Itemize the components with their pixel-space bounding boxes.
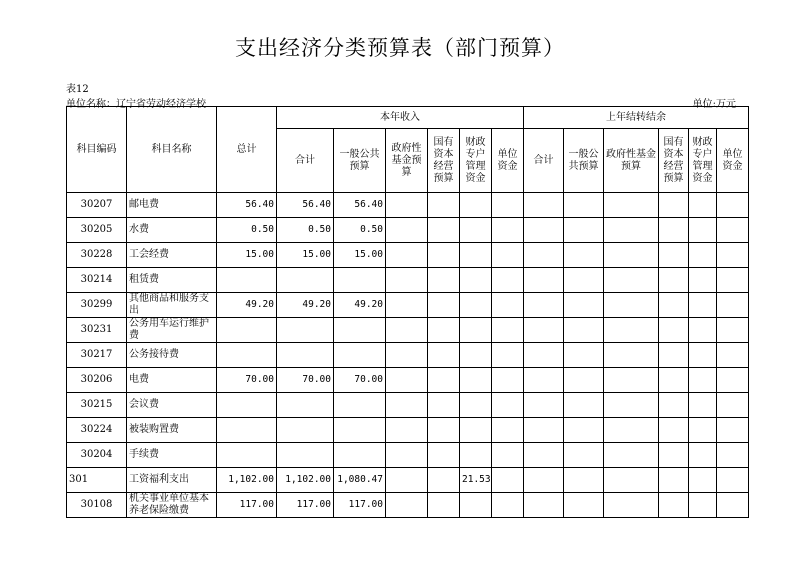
budget-table <box>66 106 749 518</box>
header-sub: 单位资金 <box>492 129 524 193</box>
cell-value <box>689 318 717 343</box>
cell-value <box>564 393 604 418</box>
cell-value <box>524 468 564 493</box>
cell-value <box>492 193 524 218</box>
cell-value: 56.40 <box>334 193 386 218</box>
cell-value <box>524 218 564 243</box>
cell-value <box>386 193 428 218</box>
cell-value <box>386 418 428 443</box>
header-sub: 政府性基金预算 <box>604 129 659 193</box>
cell-value <box>460 268 492 293</box>
cell-value <box>524 343 564 368</box>
cell-value: 49.20 <box>277 293 334 318</box>
cell-value <box>460 343 492 368</box>
cell-value <box>277 318 334 343</box>
cell-value <box>460 443 492 468</box>
cell-code: 301 <box>67 468 127 493</box>
header-sub: 合计 <box>524 129 564 193</box>
cell-value <box>334 443 386 468</box>
cell-value <box>604 468 659 493</box>
cell-value <box>460 493 492 518</box>
cell-value <box>717 293 749 318</box>
cell-name: 工资福利支出 <box>127 468 217 493</box>
table-row <box>67 193 749 218</box>
cell-value <box>717 318 749 343</box>
cell-value <box>604 218 659 243</box>
cell-value <box>334 418 386 443</box>
header-sub: 财政专户管理资金 <box>689 129 717 193</box>
cell-value <box>564 418 604 443</box>
table-row <box>67 443 749 468</box>
cell-name: 邮电费 <box>127 193 217 218</box>
cell-total: 0.50 <box>217 218 277 243</box>
cell-total: 56.40 <box>217 193 277 218</box>
cell-total: 15.00 <box>217 243 277 268</box>
cell-value: 49.20 <box>334 293 386 318</box>
cell-value <box>524 493 564 518</box>
unit-name: 单位名称：辽宁省劳动经济学校 <box>66 99 206 110</box>
cell-value <box>689 243 717 268</box>
cell-name: 工会经费 <box>127 243 217 268</box>
header-name: 科目名称 <box>127 107 217 193</box>
table-row <box>67 368 749 393</box>
cell-value <box>604 418 659 443</box>
cell-value <box>689 493 717 518</box>
cell-value <box>564 193 604 218</box>
cell-name: 水费 <box>127 218 217 243</box>
cell-value <box>277 443 334 468</box>
cell-value <box>604 393 659 418</box>
cell-total <box>217 418 277 443</box>
cell-value <box>689 293 717 318</box>
cell-value: 117.00 <box>277 493 334 518</box>
cell-value <box>689 368 717 393</box>
table-row <box>67 393 749 418</box>
cell-name: 会议费 <box>127 393 217 418</box>
cell-value <box>717 193 749 218</box>
cell-value <box>492 293 524 318</box>
cell-value <box>604 243 659 268</box>
cell-value <box>460 368 492 393</box>
cell-value <box>277 418 334 443</box>
table-row <box>67 218 749 243</box>
cell-value: 56.40 <box>277 193 334 218</box>
cell-value <box>564 443 604 468</box>
cell-value <box>524 243 564 268</box>
cell-value <box>428 393 460 418</box>
cell-value <box>334 318 386 343</box>
cell-value <box>492 243 524 268</box>
cell-value <box>689 218 717 243</box>
cell-code: 30205 <box>67 218 127 243</box>
cell-code: 30299 <box>67 293 127 318</box>
cell-value <box>428 343 460 368</box>
cell-value <box>604 493 659 518</box>
cell-value <box>524 193 564 218</box>
cell-value: 70.00 <box>334 368 386 393</box>
cell-value <box>386 493 428 518</box>
cell-total: 1,102.00 <box>217 468 277 493</box>
header-sub: 单位资金 <box>717 129 749 193</box>
cell-value <box>386 468 428 493</box>
cell-value <box>386 293 428 318</box>
cell-value <box>524 443 564 468</box>
page-title: 支出经济分类预算表（部门预算） <box>235 36 565 60</box>
cell-value <box>428 468 460 493</box>
cell-code: 30224 <box>67 418 127 443</box>
table-row <box>67 268 749 293</box>
cell-value <box>659 218 689 243</box>
table-row <box>67 468 749 493</box>
cell-value <box>334 268 386 293</box>
unit-label: 单位:万元 <box>692 99 736 110</box>
cell-value <box>460 243 492 268</box>
cell-value <box>492 343 524 368</box>
cell-value <box>524 318 564 343</box>
header-sub: 国有资本经营预算 <box>659 129 689 193</box>
header-prev-year: 上年结转结余 <box>524 107 749 129</box>
cell-code: 30207 <box>67 193 127 218</box>
cell-value <box>604 268 659 293</box>
cell-code: 30214 <box>67 268 127 293</box>
cell-value: 1,080.47 <box>334 468 386 493</box>
header-sub: 财政专户管理资金 <box>460 129 492 193</box>
cell-value <box>604 443 659 468</box>
cell-total: 49.20 <box>217 293 277 318</box>
cell-value <box>492 268 524 293</box>
cell-value <box>460 193 492 218</box>
cell-value <box>717 218 749 243</box>
cell-value <box>492 418 524 443</box>
header-sub: 合计 <box>277 129 334 193</box>
cell-value: 0.50 <box>277 218 334 243</box>
table-row <box>67 343 749 368</box>
cell-value <box>717 418 749 443</box>
cell-total <box>217 318 277 343</box>
cell-value <box>564 243 604 268</box>
cell-value <box>717 343 749 368</box>
cell-value <box>428 493 460 518</box>
cell-value <box>689 443 717 468</box>
cell-value <box>428 243 460 268</box>
cell-code: 30204 <box>67 443 127 468</box>
cell-value <box>492 368 524 393</box>
cell-value <box>524 293 564 318</box>
cell-value <box>277 393 334 418</box>
cell-value <box>604 293 659 318</box>
cell-value <box>492 393 524 418</box>
cell-value <box>386 243 428 268</box>
header-sub: 一般公共预算 <box>564 129 604 193</box>
cell-value <box>428 418 460 443</box>
cell-value <box>717 468 749 493</box>
cell-value <box>460 218 492 243</box>
cell-value <box>564 493 604 518</box>
cell-name: 机关事业单位基本养老保险缴费 <box>127 493 217 518</box>
cell-value <box>524 393 564 418</box>
cell-value <box>524 418 564 443</box>
cell-value <box>386 318 428 343</box>
cell-total <box>217 268 277 293</box>
cell-value <box>659 293 689 318</box>
table-row <box>67 493 749 518</box>
cell-value <box>492 493 524 518</box>
cell-code: 30206 <box>67 368 127 393</box>
table-row <box>67 318 749 343</box>
cell-value <box>334 393 386 418</box>
cell-value <box>460 418 492 443</box>
cell-value <box>604 318 659 343</box>
cell-value <box>277 268 334 293</box>
cell-name: 其他商品和服务支出 <box>127 293 217 318</box>
header-current-year: 本年收入 <box>277 107 524 129</box>
cell-value <box>386 443 428 468</box>
cell-value <box>659 243 689 268</box>
cell-value <box>564 268 604 293</box>
cell-value <box>717 243 749 268</box>
cell-value <box>659 343 689 368</box>
cell-name: 手续费 <box>127 443 217 468</box>
cell-value <box>689 343 717 368</box>
cell-value <box>564 293 604 318</box>
cell-value <box>492 318 524 343</box>
cell-value <box>689 268 717 293</box>
cell-value <box>492 443 524 468</box>
cell-value <box>564 318 604 343</box>
cell-value <box>564 368 604 393</box>
header-sub: 国有资本经营预算 <box>428 129 460 193</box>
cell-value: 0.50 <box>334 218 386 243</box>
cell-code: 30231 <box>67 318 127 343</box>
table-row <box>67 418 749 443</box>
cell-value <box>604 368 659 393</box>
cell-value <box>659 418 689 443</box>
cell-value <box>428 193 460 218</box>
cell-value: 1,102.00 <box>277 468 334 493</box>
cell-value <box>659 468 689 493</box>
cell-value <box>659 318 689 343</box>
cell-value <box>659 393 689 418</box>
cell-name: 被装购置费 <box>127 418 217 443</box>
header-code: 科目编码 <box>67 107 127 193</box>
header-sub: 政府性基金预算 <box>386 129 428 193</box>
cell-value <box>428 318 460 343</box>
table-row <box>67 293 749 318</box>
cell-value: 21.53 <box>460 468 492 493</box>
cell-value <box>492 218 524 243</box>
cell-value <box>717 393 749 418</box>
cell-value <box>689 418 717 443</box>
cell-total: 117.00 <box>217 493 277 518</box>
cell-total <box>217 393 277 418</box>
cell-code: 30108 <box>67 493 127 518</box>
cell-value <box>428 443 460 468</box>
cell-value <box>659 443 689 468</box>
cell-value <box>277 343 334 368</box>
cell-value <box>428 293 460 318</box>
cell-value <box>659 193 689 218</box>
cell-name: 电费 <box>127 368 217 393</box>
cell-value <box>604 193 659 218</box>
cell-value <box>524 268 564 293</box>
cell-value: 15.00 <box>334 243 386 268</box>
table-number: 表12 <box>66 84 89 95</box>
cell-value: 117.00 <box>334 493 386 518</box>
cell-value <box>689 468 717 493</box>
cell-total: 70.00 <box>217 368 277 393</box>
cell-name: 公务接待费 <box>127 343 217 368</box>
cell-value <box>717 443 749 468</box>
cell-value: 70.00 <box>277 368 334 393</box>
cell-value <box>386 343 428 368</box>
cell-value <box>524 368 564 393</box>
cell-value <box>717 268 749 293</box>
cell-value <box>386 368 428 393</box>
cell-value <box>604 343 659 368</box>
cell-value <box>659 368 689 393</box>
cell-value <box>659 493 689 518</box>
cell-value <box>428 218 460 243</box>
cell-value <box>564 343 604 368</box>
cell-value <box>386 393 428 418</box>
cell-total <box>217 443 277 468</box>
cell-code: 30228 <box>67 243 127 268</box>
cell-value <box>659 268 689 293</box>
cell-value <box>460 393 492 418</box>
cell-value <box>460 293 492 318</box>
cell-value <box>428 368 460 393</box>
cell-name: 租赁费 <box>127 268 217 293</box>
cell-value <box>460 318 492 343</box>
cell-code: 30217 <box>67 343 127 368</box>
cell-value <box>717 493 749 518</box>
cell-value <box>564 218 604 243</box>
cell-value <box>717 368 749 393</box>
cell-name: 公务用车运行维护费 <box>127 318 217 343</box>
cell-code: 30215 <box>67 393 127 418</box>
cell-value <box>564 468 604 493</box>
header-sub: 一般公共预算 <box>334 129 386 193</box>
cell-value <box>689 393 717 418</box>
cell-total <box>217 343 277 368</box>
cell-value <box>428 268 460 293</box>
table-row <box>67 243 749 268</box>
cell-value <box>386 218 428 243</box>
cell-value <box>334 343 386 368</box>
cell-value <box>386 268 428 293</box>
cell-value: 15.00 <box>277 243 334 268</box>
header-total: 总计 <box>217 107 277 193</box>
cell-value <box>492 468 524 493</box>
cell-value <box>689 193 717 218</box>
